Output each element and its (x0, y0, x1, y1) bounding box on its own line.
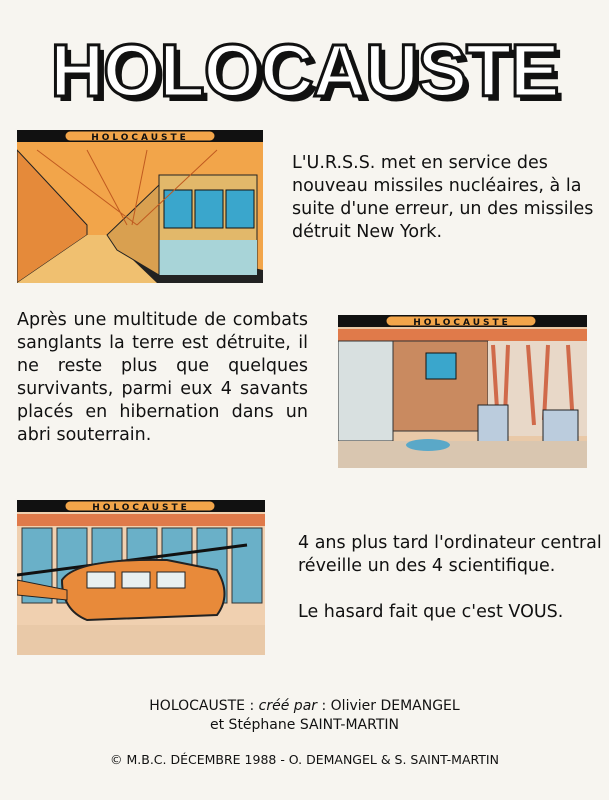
separator: : (317, 698, 331, 714)
story-paragraph-4: Le hasard fait que c'est VOUS. (298, 602, 564, 622)
copyright: © M.B.C. DÉCEMBRE 1988 - O. DEMANGEL & S. SAINT-MARTIN (110, 752, 499, 767)
credits (0, 697, 609, 735)
story-paragraph-3: 4 ans plus tard l'ordinateur central réveille un des 4 scientifique. (298, 533, 602, 576)
story-paragraph-2: Après une multitude de combats sanglants la terre est détruite, il ne reste plus que quelques survivants, parmi eux 4 savants placés en hibernation dans un abri souterrain. (17, 310, 308, 445)
separator: : (245, 698, 259, 714)
credits-created-by: créé par (258, 698, 318, 714)
screenshot-ruined-street (338, 315, 587, 468)
screenshot-subway (17, 130, 263, 283)
credits-author-1: Olivier DEMANGEL (330, 698, 460, 714)
screen-banner: HOLOCAUSTE (413, 318, 511, 328)
credits-game: HOLOCAUSTE (149, 698, 246, 714)
story-paragraph-1: L'U.R.S.S. met en service des nouveau missiles nucléaires, à la suite d'une erreur, un des missiles détruit New York. (292, 153, 594, 242)
credits-line-1 (0, 697, 609, 716)
screenshot-helicopter (17, 500, 265, 655)
screen-banner: HOLOCAUSTE (92, 503, 190, 513)
credits-line-2: et Stéphane SAINT-MARTIN (210, 717, 399, 733)
game-title: HOLOCAUSTE (50, 29, 559, 112)
screen-banner: HOLOCAUSTE (91, 133, 189, 143)
